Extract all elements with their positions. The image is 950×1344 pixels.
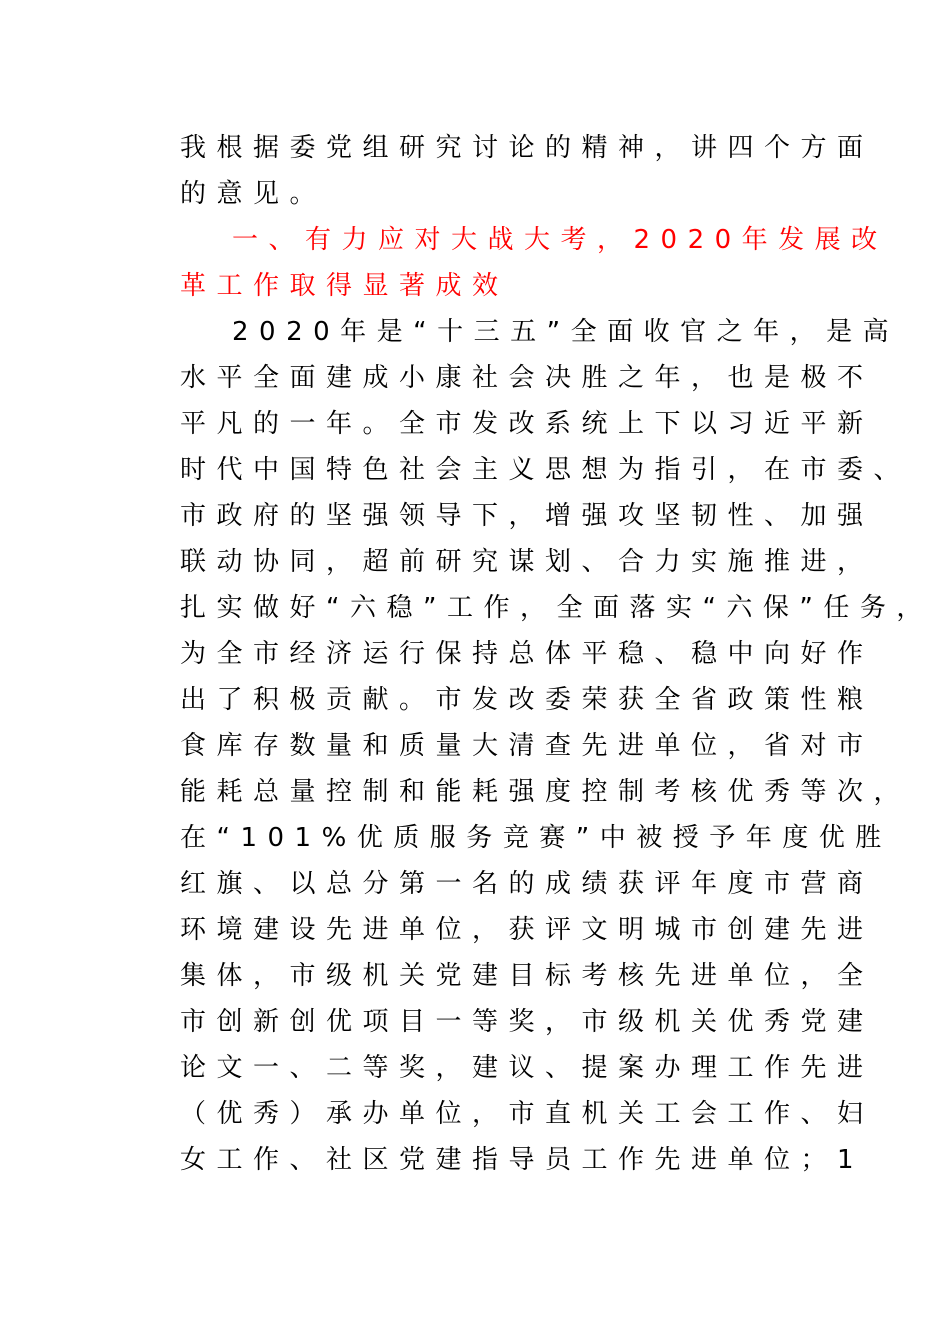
section-heading-line: 一、有力应对大战大考，2020年发展改 (232, 225, 888, 255)
body-text-line: 集体，市级机关党建目标考核先进单位，全 (180, 961, 874, 991)
body-text-line: 市创新创优项目一等奖，市级机关优秀党建 (180, 1007, 874, 1037)
body-text-line: 市政府的坚强领导下，增强攻坚韧性、加强 (180, 501, 874, 531)
body-text-line: 平凡的一年。全市发改系统上下以习近平新 (180, 409, 874, 439)
body-text-line: 食库存数量和质量大清查先进单位，省对市 (180, 731, 874, 761)
body-text-line: 水平全面建成小康社会决胜之年，也是极不 (180, 363, 874, 393)
body-text-line: 为全市经济运行保持总体平稳、稳中向好作 (180, 639, 874, 669)
body-text-line: 红旗、以总分第一名的成绩获评年度市营商 (180, 869, 874, 899)
body-text-line: （优秀）承办单位，市直机关工会工作、妇 (180, 1099, 874, 1129)
body-text-line: 能耗总量控制和能耗强度控制考核优秀等次， (180, 777, 911, 807)
body-text-line: 时代中国特色社会主义思想为指引，在市委、 (180, 455, 911, 485)
body-text-line: 我根据委党组研究讨论的精神，讲四个方面 (180, 133, 874, 163)
body-text-line: 2020年是“十三五”全面收官之年，是高 (232, 317, 900, 347)
section-heading-line: 革工作取得显著成效 (180, 271, 509, 301)
body-text-line: 联动协同，超前研究谋划、合力实施推进， (180, 547, 874, 577)
body-text-line: 在“101%优质服务竞赛”中被授予年度优胜 (180, 823, 892, 853)
body-text-line: 环境建设先进单位，获评文明城市创建先进 (180, 915, 874, 945)
body-text-line: 的意见。 (180, 179, 327, 209)
body-text-line: 女工作、社区党建指导员工作先进单位；1 (180, 1145, 865, 1175)
body-text-line: 论文一、二等奖，建议、提案办理工作先进 (180, 1053, 874, 1083)
body-text-line: 扎实做好“六稳”工作，全面落实“六保”任务， (180, 593, 933, 623)
body-text-line: 出了积极贡献。市发改委荣获全省政策性粮 (180, 685, 874, 715)
